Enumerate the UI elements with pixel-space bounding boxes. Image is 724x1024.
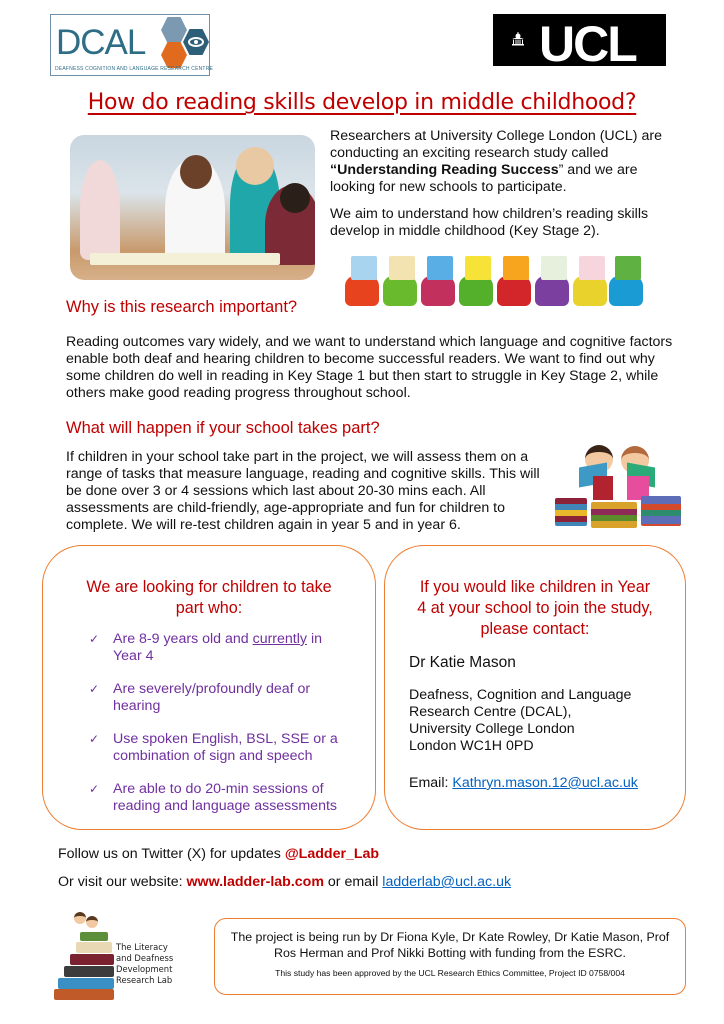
address-line: Research Centre (DCAL), [409, 704, 572, 720]
eligibility-box [42, 545, 376, 830]
eye-pupil-icon [194, 40, 198, 44]
book [465, 256, 491, 280]
book [351, 256, 377, 280]
intro-text-part: ” and we are looking for new schools to participate. [330, 162, 638, 195]
ladder-lab-name-line: Development [116, 964, 173, 974]
ladder-lab-logo [50, 912, 215, 1002]
child-shirt [573, 276, 607, 306]
eligibility-list [43, 631, 375, 815]
study-name: “Understanding Reading Success [330, 162, 559, 178]
contact-heading [385, 577, 685, 640]
book-stack [555, 498, 587, 526]
eligibility-heading-text: We are looking for children to take part who: [86, 578, 332, 617]
book [389, 256, 415, 280]
twitter-follow-line [58, 846, 379, 862]
book-stack [591, 502, 637, 528]
eligibility-item-text: in Year 4 [113, 631, 322, 664]
why-heading: Why is this research important? [66, 298, 298, 316]
eligibility-heading [43, 577, 375, 619]
checkmark-icon: ✓ [89, 782, 100, 796]
follow-text: Follow us on Twitter (X) for updates [58, 846, 285, 862]
child-head [280, 183, 310, 213]
child-figure [80, 160, 120, 260]
child-shirt [497, 276, 531, 306]
intro-text-part: Researchers at University College London (UCL) are conducting an exciting research study called [330, 128, 662, 161]
what-heading: What will happen if your school takes part? [66, 419, 380, 437]
contact-email-row [409, 775, 685, 792]
eligibility-item-text: Are severely/profoundly deaf or hearing [113, 681, 311, 714]
checkmark-icon: ✓ [89, 682, 100, 696]
ucl-logo-text: UCL [539, 16, 636, 72]
portico-icon [511, 32, 525, 46]
intro-paragraph-1 [330, 128, 670, 196]
child-shirt [383, 276, 417, 306]
dcal-logo [50, 14, 214, 76]
book-step [76, 942, 112, 953]
page-title [0, 90, 724, 115]
intro-paragraph-2: We aim to understand how children’s reading skills develop in middle childhood (Key Stage 2). [330, 206, 649, 239]
checkmark-icon: ✓ [89, 732, 100, 746]
book [579, 256, 605, 280]
ethics-approval-text: This study has been approved by the UCL Research Ethics Committee, Project ID 0758/004 [275, 968, 625, 978]
child-shirt [535, 276, 569, 306]
cartoon-head [86, 916, 98, 928]
child-shirt [421, 276, 455, 306]
eligibility-item [89, 731, 353, 765]
what-body: If children in your school take part in the project, we will assess them on a range of tasks that measure language, reading and cognitive skills. This will be done over 3 or 4 sessions which last about 20-30 mins each. All assessments are child-friendly, age-appropriate and fun for children to complete. We will re-test children again in year 5 and in year 6. [66, 449, 540, 533]
contact-heading-text: If you would like children in Year 4 at your school to join the study, please contact: [417, 578, 653, 638]
website-link[interactable]: www.ladder-lab.com [186, 874, 324, 890]
ucl-logo [493, 14, 666, 72]
kids-with-books-photo [343, 252, 643, 317]
hand-hexagon-icon [161, 17, 187, 43]
page-title-text: How do reading skills develop in middle childhood? [87, 90, 637, 115]
children-reading-photo [70, 135, 315, 280]
child-head [180, 155, 212, 189]
eligibility-item [89, 681, 353, 715]
checkmark-icon: ✓ [89, 632, 100, 646]
child-head [236, 147, 274, 185]
twitter-handle[interactable]: @Ladder_Lab [284, 846, 380, 862]
contact-email-link[interactable]: Kathryn.mason.12@ucl.ac.uk [452, 775, 638, 791]
eligibility-item-text: Are 8-9 years old and [113, 631, 253, 647]
book-stack [641, 496, 681, 526]
book [541, 256, 567, 280]
ladder-lab-name [116, 942, 173, 986]
open-book [90, 253, 280, 265]
email-label: Email: [409, 775, 453, 791]
contact-details [385, 654, 685, 792]
book [615, 256, 641, 280]
book-step [80, 932, 108, 941]
book [427, 256, 453, 280]
address-line: London WC1H 0PD [409, 738, 534, 754]
child-shirt [345, 276, 379, 306]
emphasis-underline: currently [252, 631, 307, 647]
contact-name: Dr Katie Mason [409, 654, 516, 671]
book-step [54, 989, 114, 1000]
ladder-lab-name-line: Research Lab [116, 975, 173, 985]
contact-address [409, 687, 685, 755]
contact-box [384, 545, 686, 830]
book [503, 256, 529, 280]
cartoon-head [74, 912, 86, 924]
ladder-lab-name-line: The Literacy [116, 942, 168, 952]
project-team-text: The project is being run by Dr Fiona Kyle, Dr Kate Rowley, Dr Katie Mason, Prof Ros Herman and Prof Nikki Botting with funding from the ESRC. [230, 930, 670, 960]
project-info-box [214, 918, 686, 995]
address-line: Deafness, Cognition and Language [409, 687, 632, 703]
eligibility-item-text: Are able to do 20-min sessions of reading and language assessments [113, 781, 338, 814]
book-step [64, 966, 114, 977]
lab-email-link[interactable]: ladderlab@ucl.ac.uk [382, 874, 512, 890]
book-step [70, 954, 114, 965]
visit-text: or email [323, 874, 383, 890]
intro-text [330, 128, 670, 250]
visit-text: Or visit our website: [58, 874, 187, 890]
dcal-logo-subtitle: DEAFNESS COGNITION AND LANGUAGE RESEARCH CENTRE [55, 66, 214, 72]
child-shirt [609, 276, 643, 306]
ladder-lab-name-line: and Deafness [116, 953, 174, 963]
book-step [58, 978, 114, 989]
eligibility-item [89, 781, 353, 815]
head-hexagon-icon [161, 42, 187, 68]
why-body: Reading outcomes vary widely, and we want to understand which language and cognitive factors enable both deaf and hearing children to become successful readers. We want to find out why some children do well in reading in Key Stage 1 but then start to struggle in Key Stage 2, while others make good reading progress throughout school. [66, 334, 673, 401]
cartoon-body [593, 476, 613, 500]
eligibility-item-text: Use spoken English, BSL, SSE or a combination of sign and speech [113, 731, 338, 764]
eligibility-item [89, 631, 353, 665]
cartoon-kids-reading-illustration [555, 440, 685, 530]
address-line: University College London [409, 721, 575, 737]
website-line [58, 874, 511, 890]
dcal-logo-text: DCAL [56, 23, 146, 62]
child-shirt [459, 276, 493, 306]
